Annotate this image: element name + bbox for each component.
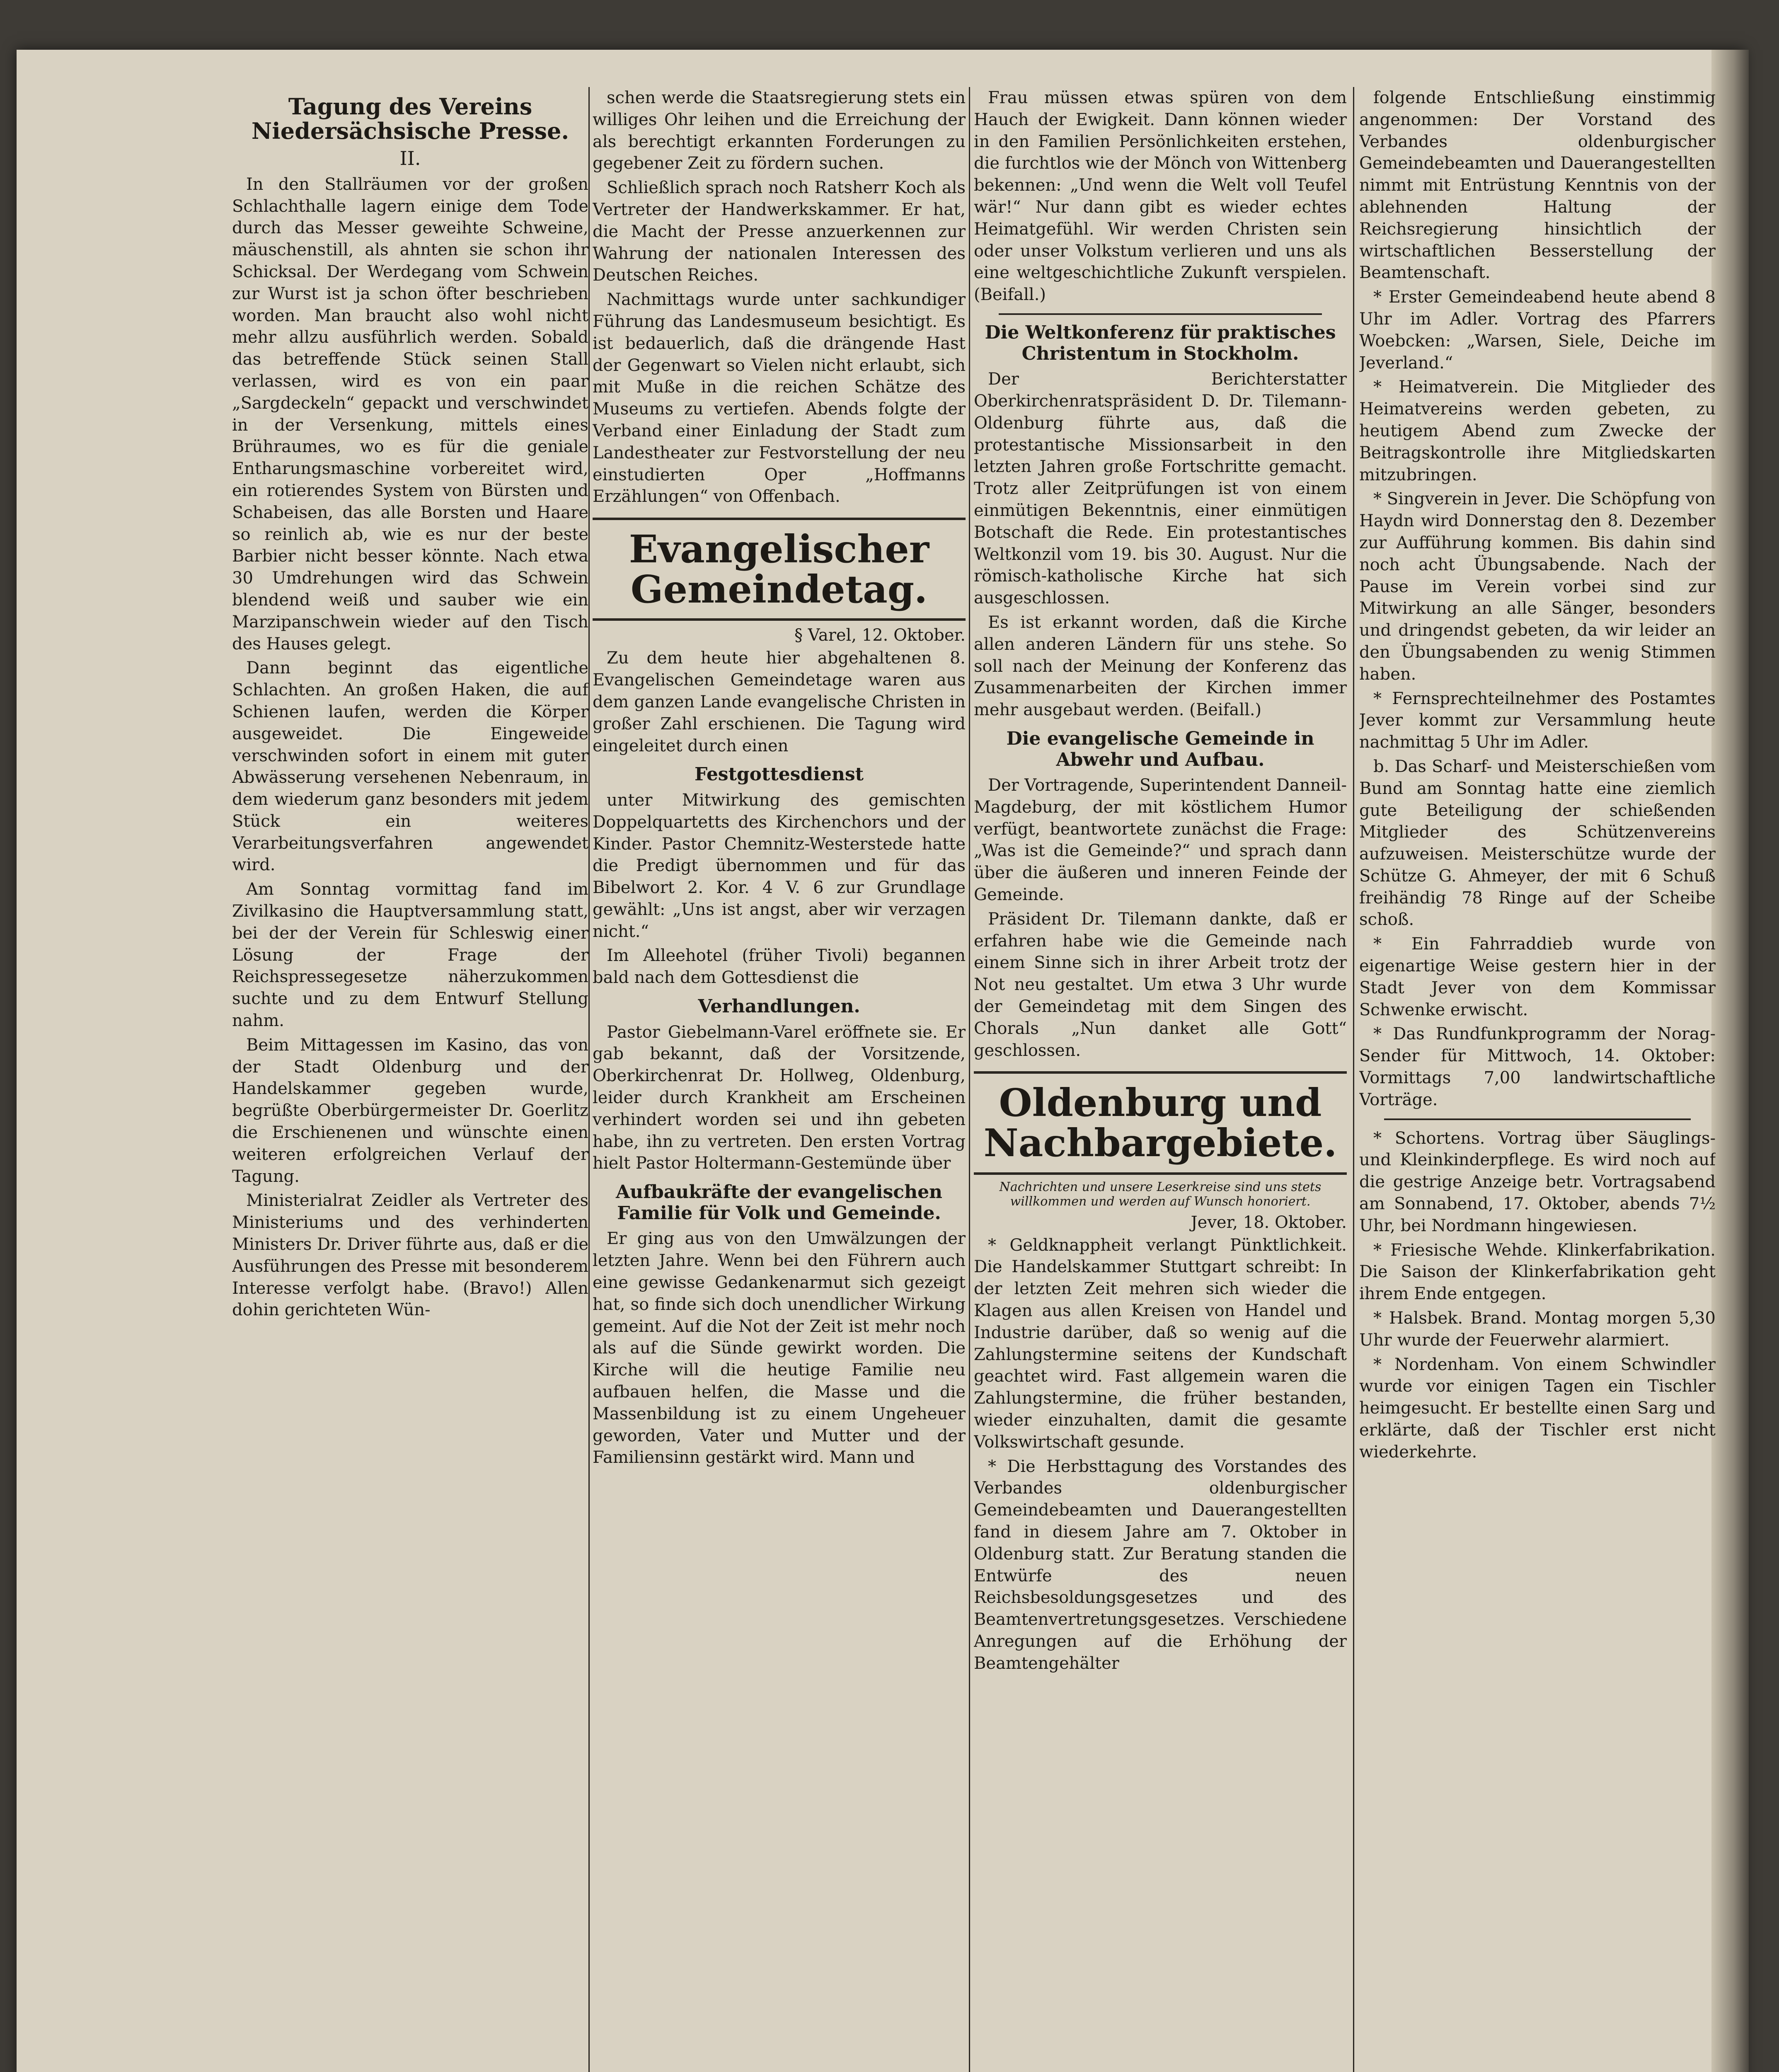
paragraph: * Fernsprechteilnehmer des Postamtes Jever kommt zur Versammlung heute nachmittag 5 Uhr im Adler.: [1359, 689, 1716, 752]
paragraph: Es ist erkannt worden, daß die Kirche allen anderen Ländern für uns stehe. So soll nach der Meinung der Konferenz das Zusammenarbeiten der Kirchen immer mehr ausgebaut werden. (Beifall.): [974, 612, 1347, 720]
paragraph: * Ein Fahrraddieb wurde von eigenartige Weise gestern hier in der Stadt Jever von dem Kommissar Schwenke erwischt.: [1359, 934, 1716, 1019]
paragraph: * Heimatverein. Die Mitglieder des Heimatvereins werden gebeten, zu heutigem Abend zum Zwecke der Beitragskontrolle ihre Mitgliedskarten mitzubringen.: [1359, 378, 1716, 484]
dateline: § Varel, 12. Oktober.: [794, 626, 966, 645]
divider: [1384, 1118, 1691, 1120]
paragraph: schen werde die Staatsregierung stets ein williges Ohr leihen und die Erreichung der als berechtigt erkannten Forderungen zu gegebener Zeit zu fördern suchen.: [593, 88, 966, 173]
paragraph: Pastor Giebelmann-Varel eröffnete sie. Er gab bekannt, daß der Vorsitzende, Oberkirchenrat Dr. Hollweg, Oldenburg, leider durch Krankheit am Erscheinen verhindert worden sei und ihn gebeten habe, ihn zu vertreten. Den ersten Vortrag hielt Pastor Holtermann-Gestemünde über: [593, 1022, 966, 1173]
paragraph: * Schortens. Vortrag über Säuglings- und Kleinkinderpflege. Es wird noch auf die gestrige Anzeige betr. Vortragsabend am Sonnabend, 17. Oktober, abends 7½ Uhr, bei Nordmann hingewiesen.: [1359, 1128, 1716, 1235]
paragraph: Dann beginnt das eigentliche Schlachten. An großen Haken, die auf Schienen laufen, werden die Körper ausgeweidet. Die Eingeweide verschwinden sofort in einem mit guter Abwässerung versehenen Nebenraum, in dem wiederum ganz besonders mit jedem Stück ein weiteres Verarbeitungsverfahren angewendet wird.: [232, 658, 588, 875]
article-title: Tagung des Vereins Niedersächsische Presse.: [251, 93, 569, 145]
paragraph: Der Berichterstatter Oberkirchenratspräsident D. Dr. Tilemann-Oldenburg führte aus, daß die protestantische Missionsarbeit in den letzten Jahren große Fortschritte gemacht. Trotz aller Zeitprüfungen ist von einem einmütigen Bekenntnis, einer einmütigen Botschaft die Rede. Ein protestantisches Weltkonzil vom 19. bis 30. August. Nur die römisch-katholische Kirche hat sich ausgeschlossen.: [974, 370, 1347, 608]
paragraph: Ministerialrat Zeidler als Vertreter des Ministeriums und des verhinderten Ministers Dr. Driver führte aus, daß er die Ausführungen des Presse mit besonderem Interesse verfolgt habe. (Bravo!) Allen dohin gerichteten Wün-: [232, 1191, 588, 1320]
paragraph: Zu dem heute hier abgehaltenen 8. Evangelischen Gemeindetage waren aus dem ganzen Lande evangelische Christen in großer Zahl erschienen. Die Tagung wird eingeleitet durch einen: [593, 649, 966, 755]
paragraph: Beim Mittagessen im Kasino, das von der Stadt Oldenburg und der Handelskammer gegeben wurde, begrüßte Oberbürgermeister Dr. Goerlitz die Erschienenen und wünschte einen weiteren erfolgreichen Verlauf der Tagung.: [232, 1035, 588, 1186]
paragraph: * Halsbek. Brand. Montag morgen 5,30 Uhr wurde der Feuerwehr alarmiert.: [1359, 1309, 1716, 1350]
subheading: Die Weltkonferenz für praktisches Christentum in Stockholm.: [985, 322, 1336, 364]
section-heading: Evangelischer Gemeindetag.: [593, 518, 966, 621]
paragraph: b. Das Scharf- und Meisterschießen vom Bund am Sonntag hatte eine ziemlich gute Beteiligung der schießenden Mitglieder des Schützenvereins aufzuweisen. Meisterschütze wurde der Schütze G. Ahmeyer, der mit 6 Schuß freihändig 78 Ringe auf der Scheibe schoß.: [1359, 757, 1716, 929]
paragraph: unter Mitwirkung des gemischten Doppelquartetts des Kirchenchors und der Kinder. Pastor Chemnitz-Westerstede hatte die Predigt übernommen und für das Bibelwort 2. Kor. 4 V. 6 zur Grundlage gewählt: „Uns ist angst, aber wir verzagen nicht.“: [593, 790, 966, 941]
column-rule: [1353, 87, 1354, 2072]
subheading: Festgottesdienst: [694, 764, 864, 785]
column-rule: [588, 87, 590, 2072]
paragraph: * Das Rundfunkprogramm der Norag-Sender für Mittwoch, 14. Oktober: Vormittags 7,00 landwirtschaftliche Vorträge.: [1359, 1024, 1716, 1109]
page-fold-shadow: [1711, 50, 1749, 2072]
paragraph: Nachmittags wurde unter sachkundiger Führung das Landesmuseum besichtigt. Es ist bedauerlich, daß die drängende Hast der Gegenwart so Vielen nicht erlaubt, sich mit Muße in die reichen Schätze des Museums zu vertiefen. Abends folgte der Verband einer Einladung der Stadt zum Landestheater zur Festvorstellung der neu einstudierten Oper „Hoffmanns Erzählungen“ von Offenbach.: [593, 290, 966, 506]
article-part: II.: [399, 147, 421, 169]
column-2: [593, 87, 966, 2072]
paragraph: * Geldknappheit verlangt Pünktlichkeit. Die Handelskammer Stuttgart schreibt: In der letzten Zeit mehren sich wieder die Klagen aus allen Kreisen von Handel und Industrie darüber, daß so wenig auf die Zahlungstermine seitens der Kundschaft geachtet wird. Fast allgemein waren die Zahlungstermine, die früher bestanden, wieder einzuhalten, damit die gesamte Volkswirtschaft gesunde.: [974, 1235, 1347, 1452]
paragraph: * Friesische Wehde. Klinkerfabrikation. Die Saison der Klinkerfabrikation geht ihrem Ende entgegen.: [1359, 1240, 1716, 1304]
subheading: Verhandlungen.: [698, 996, 860, 1017]
divider: [999, 313, 1322, 315]
paragraph: * Nordenham. Von einem Schwindler wurde vor einigen Tagen ein Tischler heimgesucht. Er bestellte einen Sarg und erklärte, daß der Tischler erst nicht wiederkehrte.: [1359, 1355, 1716, 1462]
paragraph: Schließlich sprach noch Ratsherr Koch als Vertreter der Handwerkskammer. Er hat, die Macht der Presse anzuerkennen zur Wahrung der nationalen Interessen des Deutschen Reiches.: [593, 178, 966, 285]
paragraph: In den Stallräumen vor der großen Schlachthalle lagern einige dem Tode durch das Messer geweihte Schweine, mäuschenstill, als ahnten sie schon ihr Schicksal. Der Werdegang vom Schwein zur Wurst ist ja schon öfter beschrieben worden. Man braucht also wohl nicht mehr allzu ausführlich werden. Sobald das betreffende Stück seinen Stall verlassen, wird es von ein paar „Sargdeckeln“ gepackt und verschwindet in der Versenkung, mittels eines Brühraumes, wo es für die geniale Entharungsmaschine vorbereitet wird, ein rotierendes System von Bürsten und Schabeisen, das alle Borsten und Haare so reinlich ab, wie es nur der beste Barbier nicht besser könnte. Nach etwa 30 Umdrehungen wird das Schwein blendend weiß und sauber wie ein Marzipanschwein wieder auf den Tisch des Hauses gelegt.: [232, 174, 588, 654]
paragraph: Präsident Dr. Tilemann dankte, daß er erfahren habe wie die Gemeinde nach einem Sinne sich in ihrer Arbeit trotz der Not neu gestaltet. Um etwa 3 Uhr wurde der Gemeindetag mit dem Singen des Chorals „Nun danket alle Gott“ geschlossen.: [974, 909, 1347, 1060]
column-3: [974, 87, 1347, 2072]
subheading: Die evangelische Gemeinde in Abwehr und Aufbau.: [1006, 728, 1314, 770]
paragraph: * Erster Gemeindeabend heute abend 8 Uhr im Adler. Vortrag des Pfarrers Woebcken: „Warsen, Siele, Deiche im Jeverland.“: [1359, 288, 1716, 373]
paragraph: folgende Entschließung einstimmig angenommen: Der Vorstand des Verbandes oldenburgischer Gemeindebeamten und Dauerangestellten nimmt mit Entrüstung Kenntnis von der ablehnenden Haltung der Reichsregierung hinsichtlich der wirtschaftlichen Besserstellung der Beamtenschaft.: [1359, 88, 1716, 283]
column-rule: [969, 87, 970, 2072]
paragraph: Im Alleehotel (früher Tivoli) begannen bald nach dem Gottesdienst die: [593, 946, 966, 988]
paragraph: Er ging aus von den Umwälzungen der letzten Jahre. Wenn bei den Führern auch eine gewisse Gedankenarmut sich gezeigt hat, so finde sich doch unendlicher Wirkung gemeint. Auf die Not der Zeit ist mehr noch als auf die Sünde gewirkt worden. Die Kirche will die heutige Familie neu aufbauen helfen, die Masse und die Massenbildung ist zu einem Ungeheuer geworden, Vater und Mutter und der Familiensinn gestärkt wird. Mann und: [593, 1229, 966, 1467]
paragraph: Am Sonntag vormittag fand im Zivilkasino die Hauptversammlung statt, bei der der Verein für Schleswig einer Lösung der Frage der Reichspressegesetze näherzukommen suchte und zu dem Entwurf Stellung nahm.: [232, 880, 588, 1031]
paragraph: * Singverein in Jever. Die Schöpfung von Haydn wird Donnerstag den 8. Dezember zur Aufführung kommen. Bis dahin sind noch acht Übungsabende. Nach der Pause im Verein vorbei sind zur Mitwirkung an alle Sänger, besonders und dringendst gebeten, da wir leider an den Übungsabenden zu wenig Stimmen haben.: [1359, 489, 1716, 684]
section-heading: Oldenburg und Nachbargebiete.: [974, 1071, 1347, 1174]
dateline: Jever, 18. Oktober.: [1191, 1213, 1347, 1232]
paragraph: * Die Herbsttagung des Vorstandes des Verbandes oldenburgischer Gemeindebeamten und Dauerangestellten fand in diesem Jahre am 7. Oktober in Oldenburg statt. Zur Beratung standen die Entwürfe des neuen Reichsbesoldungsgesetzes und des Beamtenvertretungsgesetzes. Verschiedene Anregungen auf die Erhöhung der Beamtengehälter: [974, 1457, 1347, 1673]
paragraph: Der Vortragende, Superintendent Danneil-Magdeburg, der mit köstlichem Humor verfügt, beantwortete zunächst die Frage: „Was ist die Gemeinde?“ und sprach dann über die äußeren und inneren Feinde der Gemeinde.: [974, 776, 1347, 905]
editorial-note: Nachrichten und unsere Leserkreise sind uns stets willkommen und werden auf Wunsch honoriert.: [999, 1179, 1322, 1209]
subheading: Aufbaukräfte der evangelischen Familie für Volk und Gemeinde.: [615, 1181, 943, 1224]
column-1: [232, 87, 588, 2072]
paragraph: Frau müssen etwas spüren von dem Hauch der Ewigkeit. Dann können wieder in den Familien Persönlichkeiten erstehen, die furchtlos wie der Mönch von Wittenberg bekennen: „Und wenn die Welt voll Teufel wär!“ Nur dann gibt es wieder echtes Heimatgefühl. Wir werden Christen sein oder unser Volkstum verlieren und uns als eine weltgeschichtliche Zukunft verspielen. (Beifall.): [974, 88, 1347, 305]
column-4: [1359, 87, 1716, 2072]
